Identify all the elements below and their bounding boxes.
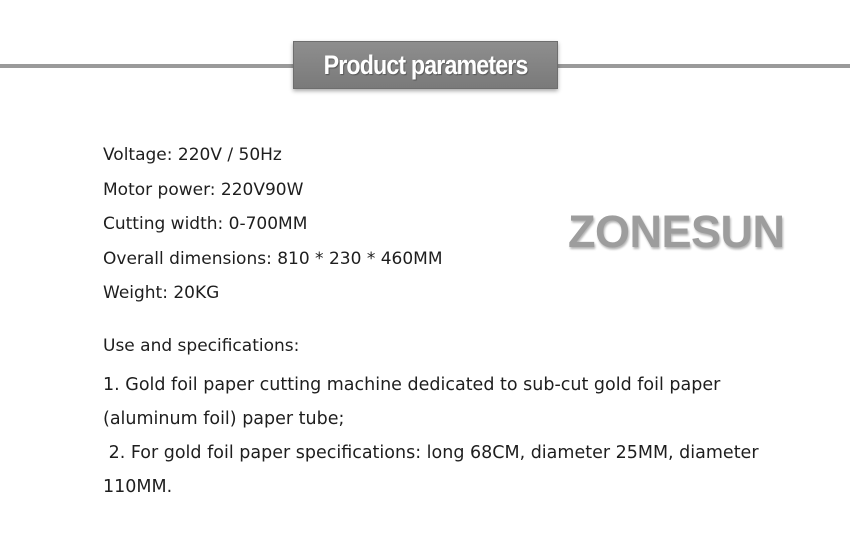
param-cutting-width: Cutting width: 0-700MM	[103, 214, 308, 234]
section-title: Product parameters	[323, 49, 528, 80]
header-rule-left	[0, 64, 296, 68]
param-motor-power: Motor power: 220V90W	[103, 179, 304, 200]
section-header	[293, 41, 558, 89]
usage-section	[103, 333, 763, 504]
brand-logo: ZONESUN	[568, 206, 785, 257]
usage-item-2: 2. For gold foil paper specifications: long 68CM, diameter 25MM, diameter 110MM.	[103, 442, 765, 497]
param-weight: Weight: 20KG	[103, 283, 220, 303]
usage-heading: Use and specifications:	[103, 336, 300, 356]
header-rule-right	[554, 64, 850, 68]
usage-item-1: 1. Gold foil paper cutting machine dedicated to sub-cut gold foil paper (aluminum foil) paper tube;	[103, 374, 726, 429]
param-overall-dimensions: Overall dimensions: 810 * 230 * 460MM	[103, 248, 443, 269]
parameter-list	[103, 142, 443, 315]
param-voltage: Voltage: 220V / 50Hz	[103, 145, 282, 165]
